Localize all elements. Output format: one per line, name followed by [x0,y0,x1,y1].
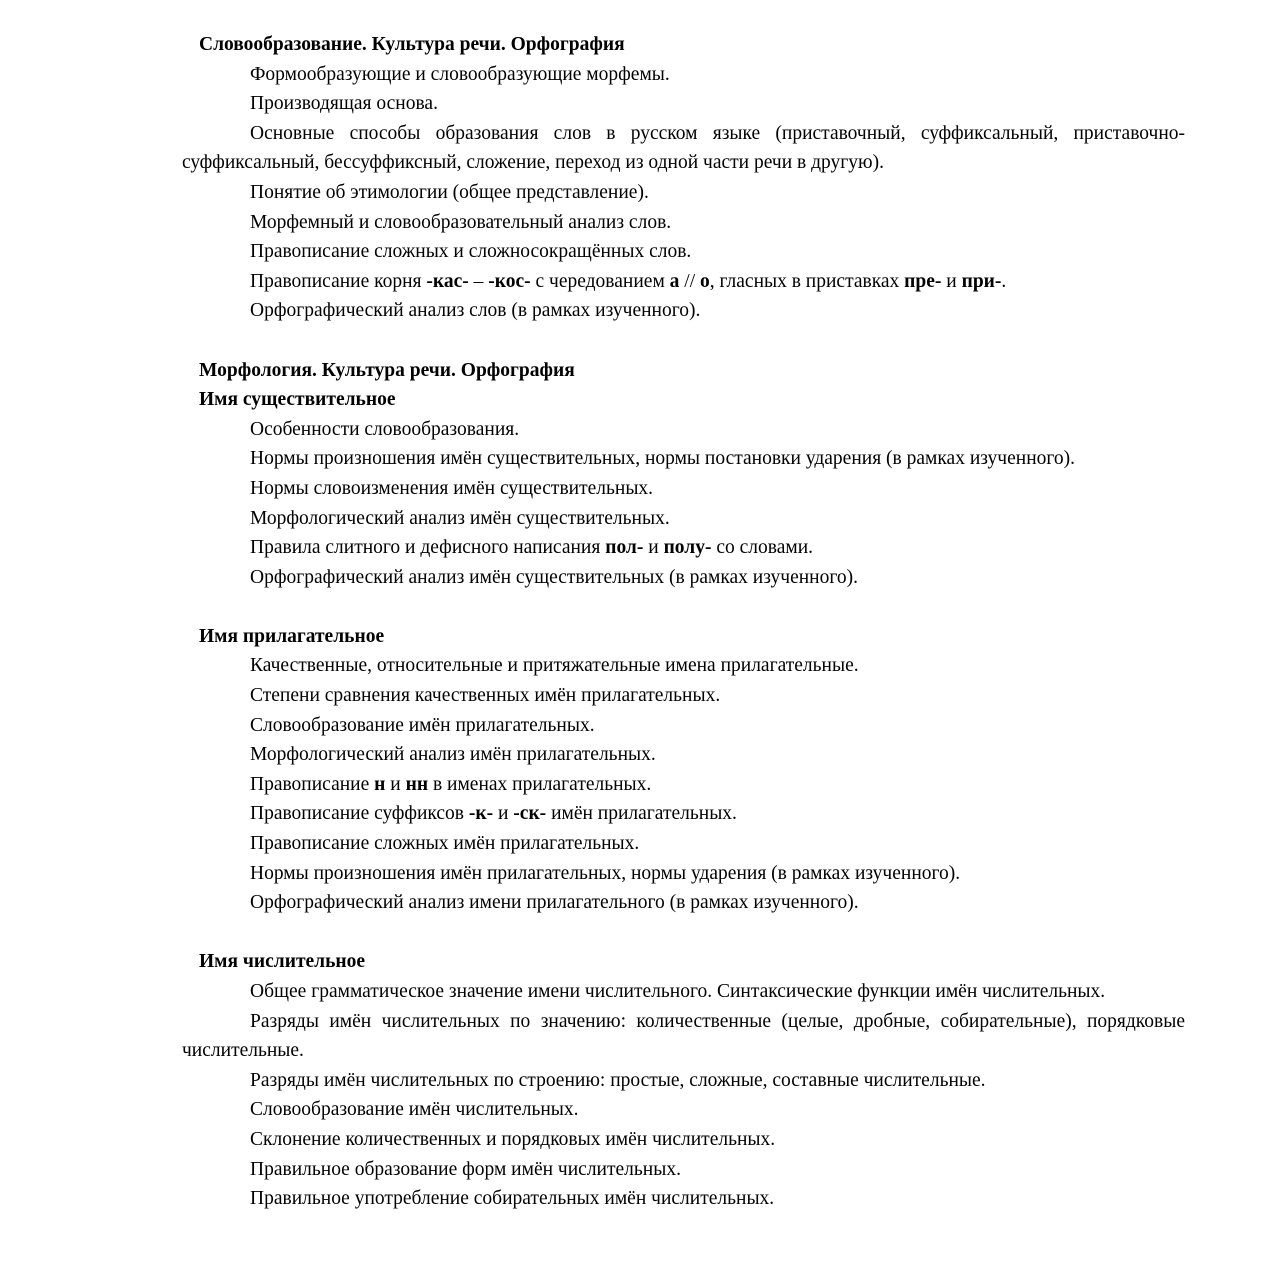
bold-term: -к- [468,803,494,825]
body-paragraph: Морфемный и словообразовательный анализ слов. [250,211,672,233]
text-run: с чередованием [530,270,670,292]
body-paragraph: Степени сравнения качественных имён прилагательных. [250,685,721,707]
body-paragraph: Правописание сложных имён прилагательных. [250,833,640,855]
text-run: . [1001,270,1007,292]
body-paragraph: Словообразование имён прилагательных. [250,714,595,736]
text-run: со словами. [711,537,814,559]
bold-term: -ск- [513,803,547,825]
text-run: имён прилагательных. [546,803,737,825]
body-paragraph: Склонение количественных и порядковых имён числительных. [250,1128,776,1150]
bold-term: пре- [904,270,942,292]
text-run: Правописание корня [250,270,427,292]
text-run: // [679,270,701,292]
body-paragraph: Нормы произношения имён существительных, нормы постановки ударения (в рамках изученного). [250,448,1076,470]
body-paragraph [182,770,1185,800]
sub-heading: Имя числительное [199,951,366,973]
bold-term: -кас- [426,270,469,292]
text-run: , гласных в приставках [709,270,905,292]
body-paragraph: Основные способы образования слов в русском языке (приставочный, суффиксальный, приставочно-суффиксальный, бессуффиксный, сложение, переход из одной части речи в другую). [182,122,1185,174]
text-run: в именах прилагательных. [428,773,652,795]
body-paragraph: Морфологический анализ имён прилагательных. [250,744,656,766]
body-paragraph: Орфографический анализ слов (в рамках изученного). [250,300,701,322]
text-run: Правила слитного и дефисного написания [250,537,606,559]
paragraph-spacer [182,326,1185,356]
body-paragraph: Правильное употребление собирательных имён числительных. [250,1188,775,1210]
sub-heading: Имя существительное [199,389,396,411]
text-run: и [385,773,406,795]
body-paragraph: Нормы произношения имён прилагательных, нормы ударения (в рамках изученного). [250,862,961,884]
text-run: Правописание [250,773,375,795]
section-heading: Словообразование. Культура речи. Орфография [199,34,625,55]
body-paragraph: Разряды имён числительных по значению: количественные (целые, дробные, собирательные), порядковые числительные. [182,1010,1185,1062]
paragraph-spacer [182,592,1185,622]
body-paragraph: Правильное образование форм имён числительных. [250,1158,681,1180]
body-paragraph: Общее грамматическое значение имени числительного. Синтаксические функции имён числительных. [250,981,1106,1002]
bold-term: -кос- [488,270,531,292]
body-paragraph: Производящая основа. [250,93,438,115]
bold-term: н [374,773,386,795]
text-run: Правописание суффиксов [250,803,469,825]
bold-term: а [669,270,680,292]
sub-heading: Имя прилагательное [199,625,385,647]
body-paragraph: Орфографический анализ имён существительных (в рамках изученного). [250,566,858,588]
paragraph-spacer [182,918,1185,948]
body-paragraph: Правописание сложных и сложносокращённых слов. [250,241,692,263]
body-paragraph: Разряды имён числительных по строению: простые, сложные, составные числительные. [250,1069,986,1091]
body-paragraph: Нормы словоизменения имён существительных. [250,477,654,499]
body-paragraph: Орфографический анализ имени прилагательного (в рамках изученного). [250,892,859,914]
body-paragraph: Морфологический анализ имён существительных. [250,507,670,529]
section-heading: Морфология. Культура речи. Орфография [199,359,575,381]
bold-term: полу- [663,537,712,559]
body-paragraph: Понятие об этимологии (общее представление). [250,181,649,203]
bold-term: при- [961,270,1002,292]
bold-term: пол- [605,537,644,559]
body-paragraph [182,799,1185,829]
bold-term: нн [405,773,429,795]
body-paragraph: Формообразующие и словообразующие морфемы. [250,63,670,85]
body-paragraph: Словообразование имён числительных. [250,1099,579,1121]
body-paragraph [182,533,1185,563]
body-paragraph: Особенности словообразования. [250,418,520,440]
body-paragraph [182,267,1185,297]
bold-term: о [700,270,710,292]
text-run: и [493,803,514,825]
body-paragraph: Качественные, относительные и притяжательные имена прилагательные. [250,655,859,677]
document-body [182,30,1185,1214]
text-run: и [643,537,664,559]
text-run: – [468,270,489,292]
text-run: и [941,270,962,292]
